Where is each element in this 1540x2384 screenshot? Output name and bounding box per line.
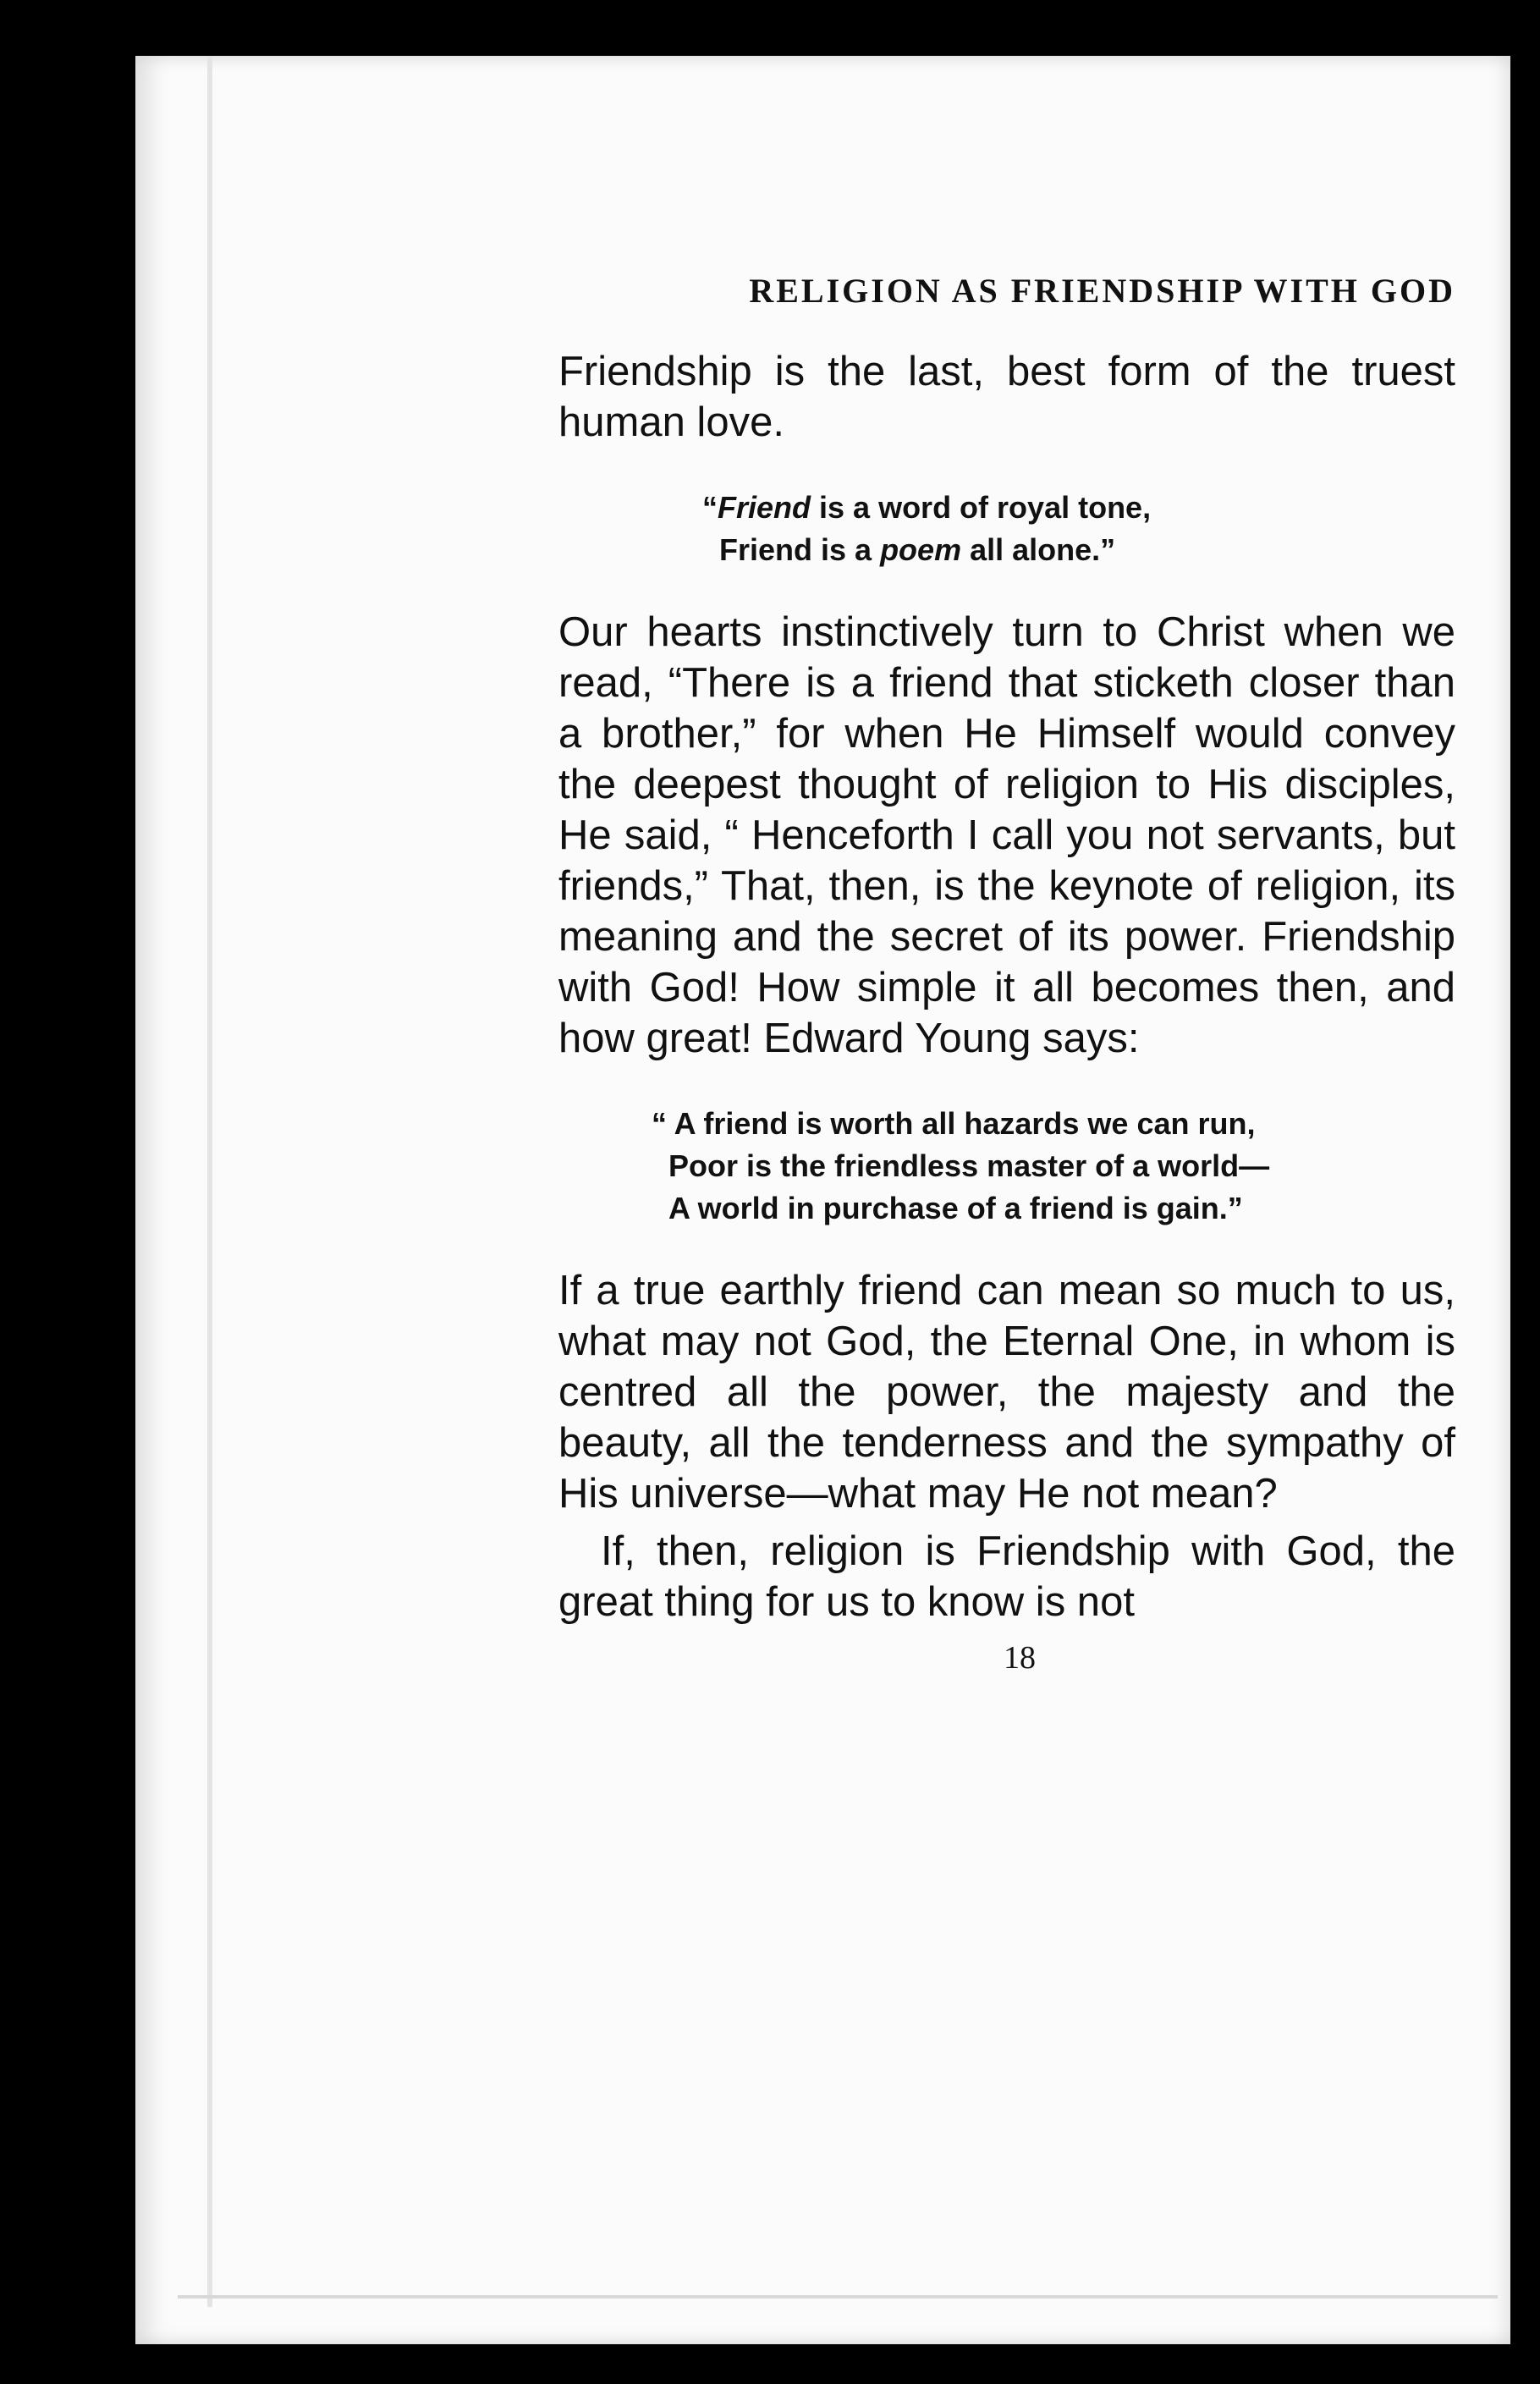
paragraph-2: Our hearts instinctively turn to Christ when we read, “There is a friend that sticketh closer than a brother,” for when He Himself would convey the deepest thought of religion to His disciples, He said, “ Henceforth I call you not servants, but friends,” That, then, is the keynote of religion, its meaning and the secret of its power. Friendship with God! How simple it all becomes then, and how great! Edward Young says: [558,609,1455,1061]
verse-1-italic-friend: Friend [718,490,811,525]
verse-2-line-1: “ A friend is worth all hazards we can run, [652,1106,1256,1141]
page-bottom-edge [178,2295,1498,2299]
verse-1-line-2 [702,529,1455,571]
page-text-block [558,271,1455,1677]
verse-1-line-1-open-quote: “ [702,490,718,525]
verse-1-line-1 [702,487,1455,529]
paragraph-3: If a true earthly friend can mean so much to us, what may not God, the Eternal One, in whom is centred all the power, the majesty and the beauty, all the tenderness and the sympathy of His universe—what may He not mean? [558,1268,1455,1517]
page-number: 18 [1004,1640,1036,1676]
verse-1-line-1-rest: is a word of royal tone, [811,490,1152,525]
verse-1-line-2-rest: all alone.” [961,532,1116,567]
page-gutter-edge [207,56,212,2307]
verse-2-line-3: A world in purchase of a friend is gain.” [668,1191,1243,1225]
verse-1-line-2-before: Friend is a [719,532,881,567]
paragraph-1: Friendship is the last, best form of the truest human love. [558,349,1455,445]
running-head: RELIGION AS FRIENDSHIP WITH GOD [749,272,1455,310]
verse-quote-2 [558,1103,1455,1230]
verse-1-italic-poem: poem [880,532,962,567]
verse-2-line-2: Poor is the friendless master of a world— [668,1148,1270,1183]
paragraph-4: If, then, religion is Friendship with God, the great thing for us to know is not [558,1528,1455,1625]
verse-quote-1 [558,487,1455,571]
